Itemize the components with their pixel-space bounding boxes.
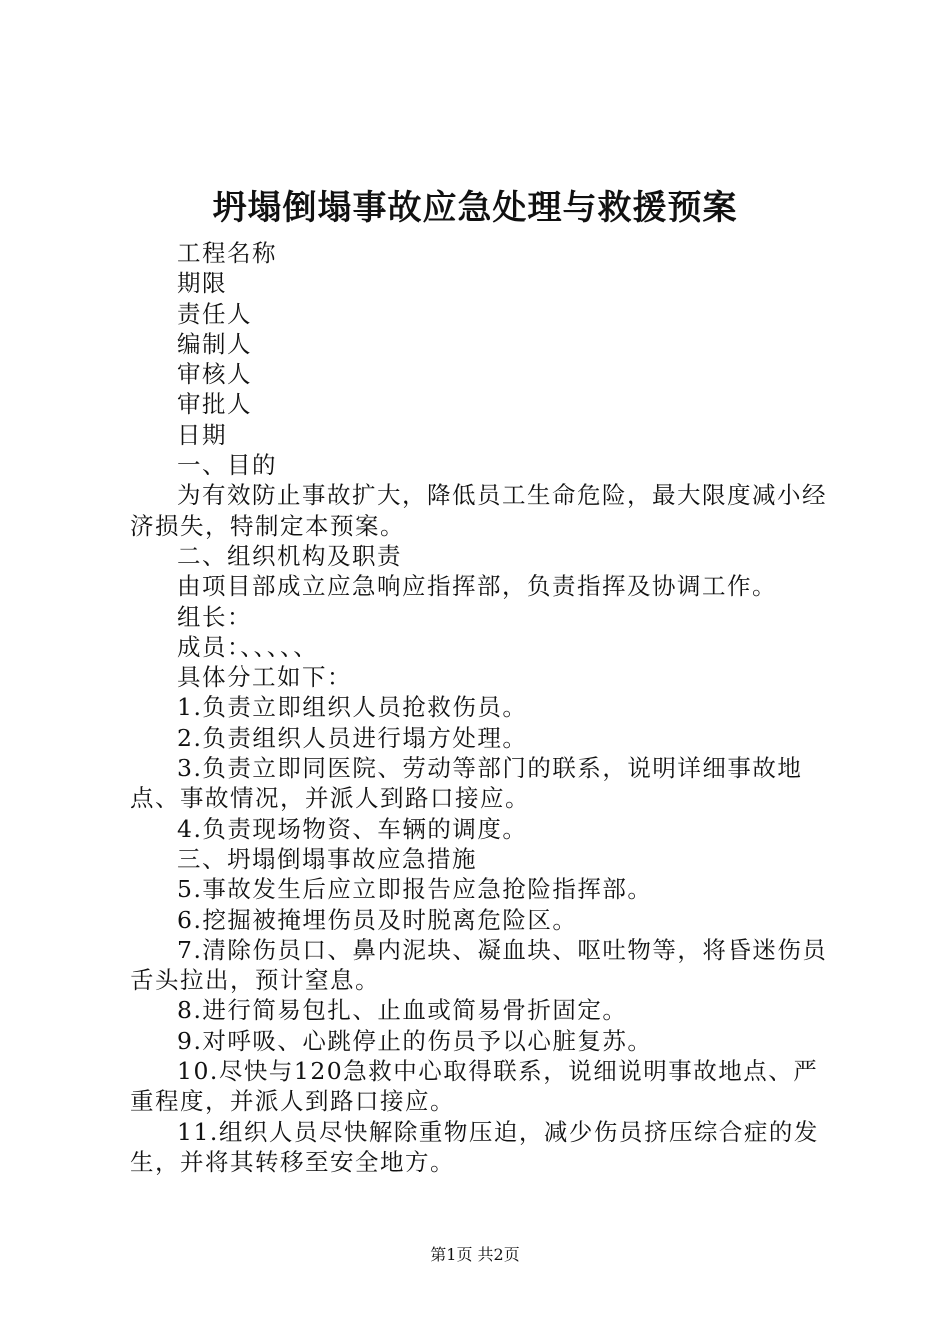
document-title: 坍塌倒塌事故应急处理与救援预案 [212,188,738,228]
document-body [130,238,835,1177]
list-item: 9.对呼吸、心跳停止的伤员予以心脏复苏。 [177,1026,653,1055]
list-item: 4.负责现场物资、车辆的调度。 [177,814,528,843]
list-item: 10.尽快与120急救中心取得联系，说细说明事故地点、严重程度，并派人到路口接应。 [130,1057,819,1116]
section-heading-purpose: 一、目的 [177,451,277,480]
section-heading-organization: 二、组织机构及职责 [177,541,402,570]
field-approver: 审批人 [177,390,252,419]
list-item: 2.负责组织人员进行塌方处理。 [177,723,528,752]
section-heading-measures: 三、坍塌倒塌事故应急措施 [177,844,477,873]
field-author: 编制人 [177,329,252,358]
list-item: 6.挖掘被掩埋伤员及时脱离危险区。 [177,905,578,934]
field-project-name: 工程名称 [177,239,277,267]
list-item: 1.负责立即组织人员抢救伤员。 [177,693,528,722]
list-item: 5.事故发生后应立即报告应急抢险指挥部。 [177,875,653,904]
paragraph: 组长： [177,602,252,631]
list-item: 7.清除伤员口、鼻内泥块、凝血块、呕吐物等，将昏迷伤员舌头拉出，预计窒息。 [130,935,828,995]
paragraph: 由项目部成立应急响应指挥部，负责指挥及协调工作。 [177,572,777,601]
paragraph: 具体分工如下： [177,663,352,692]
paragraph: 为有效防止事故扩大，降低员工生命危险，最大限度减小经济损失，特制定本预案。 [130,481,827,540]
field-responsible-person: 责任人 [177,299,252,328]
field-reviewer: 审核人 [177,360,252,389]
list-item: 11.组织人员尽快解除重物压迫，减少伤员挤压综合症的发生，并将其转移至安全地方。 [130,1117,819,1176]
page-footer: 第1页 共2页 [430,1245,520,1264]
field-date: 日期 [177,420,227,449]
list-item: 3.负责立即同医院、劳动等部门的联系，说明详细事故地点、事故情况，并派人到路口接应。 [130,754,803,813]
paragraph: 成员：、、、、、 [177,632,319,661]
field-period: 期限 [177,269,227,298]
list-item: 8.进行简易包扎、止血或简易骨折固定。 [177,996,628,1025]
